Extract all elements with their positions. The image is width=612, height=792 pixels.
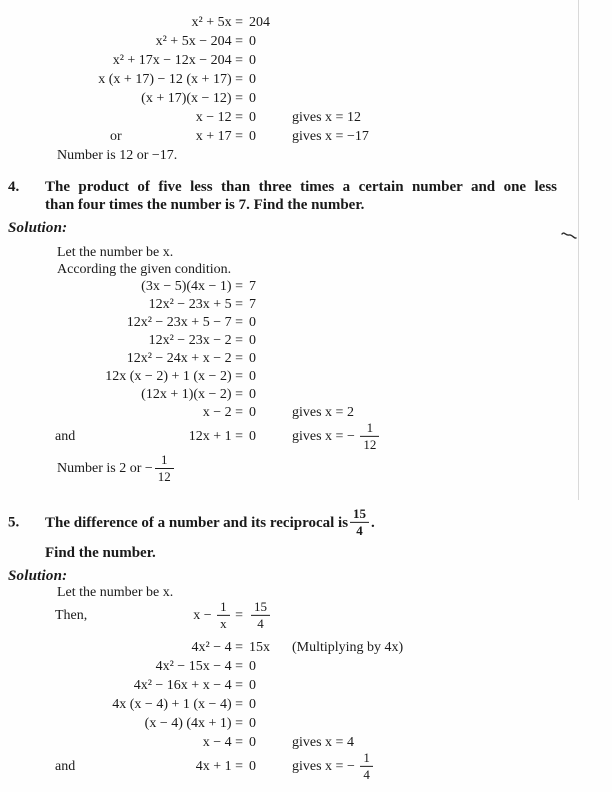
fraction-denominator: 4 [363, 766, 370, 782]
problem-number: 5. [8, 514, 20, 531]
row-connector: Then, [55, 608, 88, 623]
equation-lhs: x + 17 = [195, 128, 243, 144]
equation-row [0, 127, 612, 146]
row-connector: or [110, 128, 122, 144]
equation-lhs: 4x² − 16x + x − 4 = [133, 677, 243, 693]
equation-row [0, 695, 612, 714]
problem-number: 4. [8, 179, 20, 195]
fraction-numerator: 15 [350, 507, 369, 523]
equation-lhs: 12x² − 24x + x − 2 = [126, 351, 243, 366]
equation-rhs: 0 [249, 333, 256, 348]
equation-row [0, 657, 612, 676]
solution-sentence: According the given condition. [57, 262, 232, 277]
equation-rhs: 7 [249, 297, 256, 312]
stray-pen-mark [561, 230, 577, 242]
equation-row [0, 108, 612, 127]
equation-row [0, 13, 612, 32]
answer-statement [0, 452, 612, 486]
equation-rhs: 0 [249, 759, 256, 774]
fraction-numerator: 1 [360, 421, 379, 437]
gives-result: gives x = 2 [292, 405, 354, 420]
fraction [350, 507, 369, 537]
equation-note: (Multiplying by 4x) [292, 639, 404, 655]
fraction [217, 600, 230, 630]
equation-rhs: 15x [249, 639, 270, 655]
gives-result: gives x = −17 [292, 128, 369, 144]
fraction-numerator: 1 [155, 453, 174, 469]
equation-text: x − [193, 608, 216, 624]
solution-sentence: Let the number be x. [57, 585, 174, 600]
equation-rhs: 0 [249, 658, 256, 674]
equation-rhs: 0 [249, 33, 256, 49]
equation-row [0, 70, 612, 89]
fraction-numerator: 1 [217, 600, 230, 616]
equation-lhs: x² + 5x = [191, 14, 243, 30]
fraction [360, 751, 373, 781]
equation-lhs: (x − 4) (4x + 1) = [144, 715, 243, 731]
fraction [155, 453, 174, 483]
equation-row [0, 749, 612, 782]
equation-lhs: (x + 17)(x − 12) = [141, 90, 243, 106]
problem-text: Find the number. [45, 545, 156, 561]
equation-rhs: 204 [249, 14, 270, 30]
problem-text: than four times the number is 7. Find the number. [45, 197, 365, 213]
fraction [251, 600, 270, 630]
equation-rhs: 0 [249, 90, 256, 106]
problem-heading [0, 505, 612, 538]
answer-text: Number is 2 or − [57, 461, 153, 476]
equation-lhs: x − 4 = [202, 734, 243, 750]
equation-rhs: 0 [249, 128, 256, 144]
equation-lhs: x (x + 17) − 12 (x + 17) = [98, 71, 243, 87]
problem-text [45, 505, 375, 538]
equation-row [0, 278, 612, 296]
equation-lhs: 4x² − 15x − 4 = [155, 658, 243, 674]
solution-label: Solution: [8, 568, 68, 584]
equation-rhs: 0 [249, 109, 256, 125]
gives-text: gives x = − [292, 429, 359, 445]
equation-lhs: (3x − 5)(4x − 1) = [141, 279, 243, 294]
equation-text: = [231, 608, 243, 624]
gives-result: gives x = 12 [292, 109, 361, 125]
equation-lhs: 4x (x − 4) + 1 (x − 4) = [112, 696, 243, 712]
equation-lhs: 4x + 1 = [195, 759, 243, 774]
equation-lhs: x − 2 = [202, 405, 243, 420]
problem-text-post: . [371, 514, 375, 531]
equation-rhs: 0 [249, 734, 256, 750]
equation-row [0, 350, 612, 368]
equation-rhs: 0 [249, 315, 256, 330]
fraction-denominator: x [220, 615, 227, 631]
equation-rhs: 0 [249, 715, 256, 731]
equation-row [0, 404, 612, 422]
fraction-denominator: 4 [257, 615, 264, 631]
equation-lhs: 4x² − 4 = [191, 639, 243, 655]
row-connector: and [55, 759, 76, 774]
equation-row [0, 419, 612, 452]
solution-sentence: Let the number be x. [57, 245, 174, 260]
equation-row [0, 296, 612, 314]
equation-row [0, 386, 612, 404]
problem-heading [0, 178, 612, 196]
equation-lhs: (12x + 1)(x − 2) = [141, 387, 243, 402]
problem-text: The product of five less than three times a certain number and one less [45, 179, 557, 195]
gives-result [292, 419, 381, 452]
equation-rhs: 0 [249, 71, 256, 87]
fraction [360, 421, 379, 451]
fraction-denominator: 4 [356, 522, 363, 538]
equation-lhs: x² + 17x − 12x − 204 = [112, 52, 243, 68]
equation-rhs: 0 [249, 52, 256, 68]
equation-rhs: 0 [249, 387, 256, 402]
gives-result: gives x = 4 [292, 734, 354, 750]
equation-row [0, 51, 612, 70]
problem-heading [0, 196, 612, 214]
fraction-denominator: 12 [157, 468, 171, 484]
equation-rhs: 0 [249, 429, 256, 444]
gives-text: gives x = − [292, 759, 359, 775]
problem-heading [0, 538, 612, 560]
equation-rhs: 0 [249, 369, 256, 384]
equation-rhs: 0 [249, 405, 256, 420]
row-connector: and [55, 429, 76, 444]
equation-lhs: 12x² − 23x + 5 = [148, 297, 243, 312]
equation-row [0, 598, 612, 631]
equation-lhs: 12x² − 23x + 5 − 7 = [126, 315, 243, 330]
fraction-denominator: 12 [363, 436, 377, 452]
equation-lhs: x − 12 = [195, 109, 243, 125]
equation-rhs [249, 598, 272, 631]
equation-row [0, 368, 612, 386]
equation-rhs: 7 [249, 279, 256, 294]
equation-lhs [0, 598, 243, 631]
equation-lhs: 12x (x − 2) + 1 (x − 2) = [105, 369, 243, 384]
equation-row [0, 89, 612, 108]
gives-result [292, 749, 375, 782]
problem-text-pre: The difference of a number and its reciprocal is [45, 514, 349, 531]
equation-lhs: x² + 5x − 204 = [155, 33, 243, 49]
equation-rhs: 0 [249, 351, 256, 366]
fraction-numerator: 15 [251, 600, 270, 616]
equation-row [0, 32, 612, 51]
equation-lhs: 12x + 1 = [188, 429, 243, 444]
equation-row [0, 314, 612, 332]
fraction-numerator: 1 [360, 751, 373, 767]
equation-rhs: 0 [249, 696, 256, 712]
equation-lhs: 12x² − 23x − 2 = [148, 333, 243, 348]
equation-row [0, 733, 612, 752]
equation-row [0, 676, 612, 695]
equation-row [0, 638, 612, 657]
equation-rhs: 0 [249, 677, 256, 693]
equation-row [0, 714, 612, 733]
equation-row [0, 332, 612, 350]
answer-statement: Number is 12 or −17. [57, 148, 178, 163]
solution-label: Solution: [8, 220, 68, 236]
